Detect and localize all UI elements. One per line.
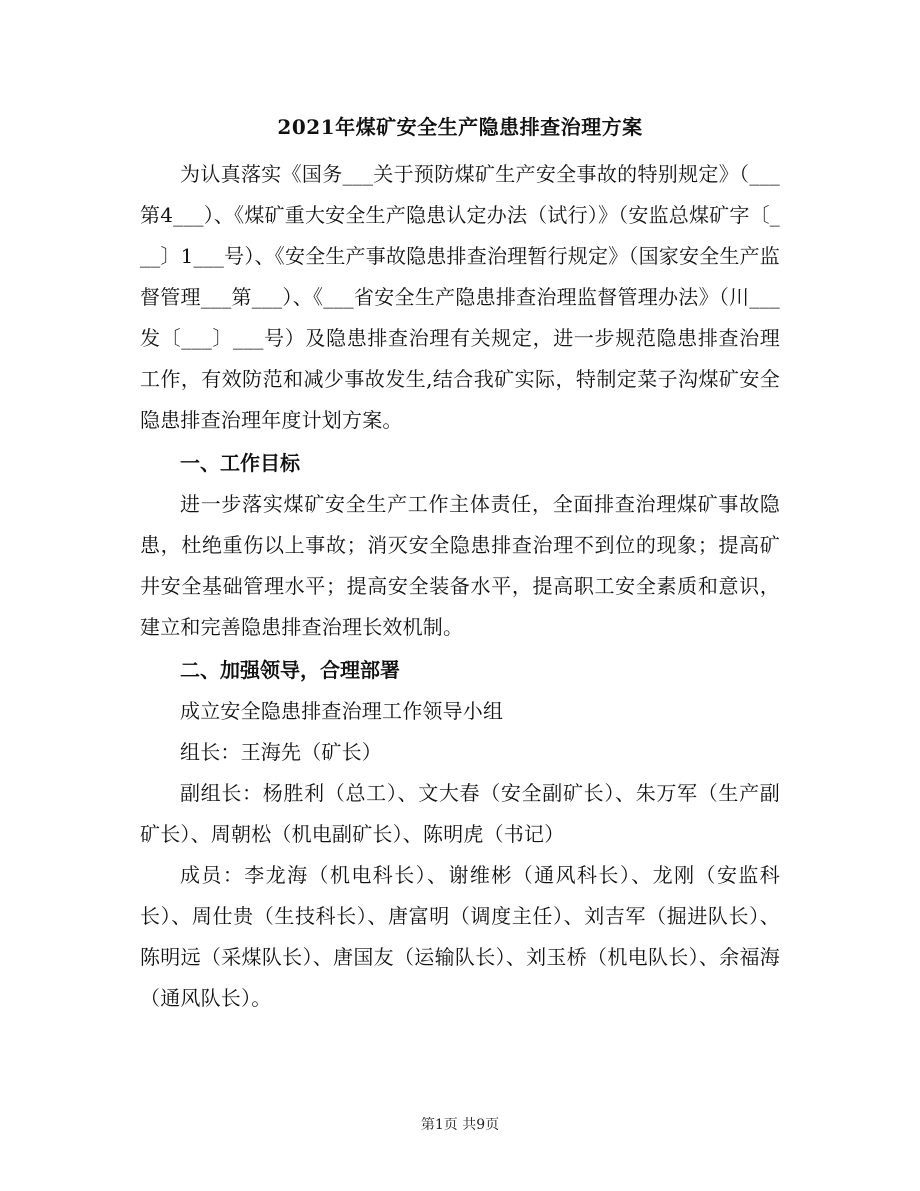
- members-paragraph: 成员：李龙海（机电科长）、谢维彬（通风科长）、龙刚（安监科长）、周仕贵（生技科长）、唐富明（调度主任）、刘吉军（掘进队长）、陈明远（采煤队长）、唐国友（运输队长）、刘玉桥（机电队长）、余福海（通风队长）。: [140, 863, 780, 1010]
- document-body: [140, 100, 780, 1019]
- section-heading-leadership: 二、加强领导，合理部署: [180, 658, 400, 682]
- goals-paragraph: 进一步落实煤矿安全生产工作主体责任，全面排查治理煤矿事故隐患，杜绝重伤以上事故；消灭安全隐患排查治理不到位的现象；提高矿井安全基础管理水平；提高安全装备水平，提高职工安全素质和意识，建立和完善隐患排查治理长效机制。: [140, 492, 780, 639]
- intro-paragraph: 为认真落实《国务___关于预防煤矿生产安全事故的特别规定》（___第4___）、《煤矿重大安全生产隐患认定办法（试行）》（安监总煤矿字〔___〕1___号）、《安全生产事故隐患排查治理暂行规定》（国家安全生产监督管理___第___）、《___省安全生产隐患排查治理监督管理办法》（川___发〔___〕___号）及隐患排查治理有关规定，进一步规范隐患排查治理工作，有效防范和减少事故发生,结合我矿实际，特制定菜子沟煤矿安全隐患排查治理年度计划方案。: [140, 162, 780, 432]
- group-paragraph: 成立安全隐患排查治理工作领导小组: [180, 699, 504, 723]
- deputies-paragraph: 副组长：杨胜利（总工）、文大春（安全副矿长）、朱万军（生产副矿长）、周朝松（机电副矿长）、陈明虎（书记）: [140, 781, 780, 846]
- document-title: 2021年煤矿安全生产隐患排查治理方案: [277, 115, 643, 139]
- section-heading-goals: 一、工作目标: [180, 451, 300, 475]
- leader-paragraph: 组长：王海先（矿长）: [180, 740, 382, 764]
- page-number: 第1页 共9页: [420, 1117, 500, 1133]
